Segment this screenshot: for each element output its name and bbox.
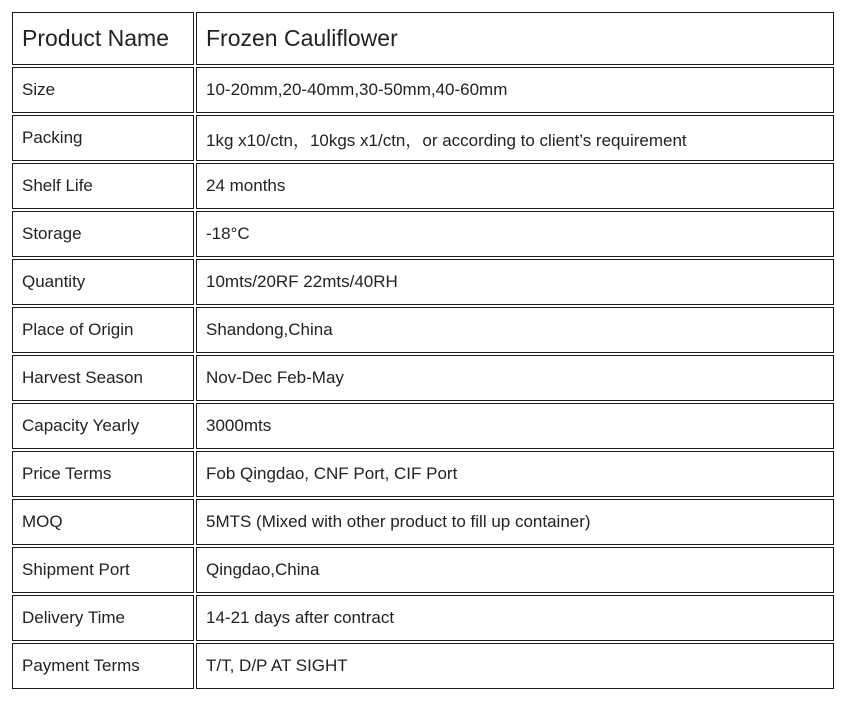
spec-label: MOQ xyxy=(12,499,194,545)
spec-row-place-of-origin xyxy=(12,307,834,353)
spec-value: Qingdao,China xyxy=(196,547,834,593)
spec-row-packing xyxy=(12,115,834,161)
spec-row-shipment-port xyxy=(12,547,834,593)
header-label-cell: Product Name xyxy=(12,12,194,65)
header-value-cell: Frozen Cauliflower xyxy=(196,12,834,65)
header-row xyxy=(12,12,834,65)
spec-value: Nov-Dec Feb-May xyxy=(196,355,834,401)
spec-value: 10mts/20RF 22mts/40RH xyxy=(196,259,834,305)
spec-value: 10-20mm,20-40mm,30-50mm,40-60mm xyxy=(196,67,834,113)
spec-label: Capacity Yearly xyxy=(12,403,194,449)
spec-row-delivery-time xyxy=(12,595,834,641)
spec-value: 24 months xyxy=(196,163,834,209)
spec-row-price-terms xyxy=(12,451,834,497)
spec-table-body xyxy=(12,12,834,689)
spec-value: T/T, D/P AT SIGHT xyxy=(196,643,834,689)
spec-label: Payment Terms xyxy=(12,643,194,689)
spec-row-quantity xyxy=(12,259,834,305)
spec-row-storage xyxy=(12,211,834,257)
spec-row-size xyxy=(12,67,834,113)
spec-row-shelf-life xyxy=(12,163,834,209)
spec-label: Harvest Season xyxy=(12,355,194,401)
spec-value: Shandong,China xyxy=(196,307,834,353)
spec-value: 1kg x10/ctn，10kgs x1/ctn，or according to client’s requirement xyxy=(196,115,834,161)
spec-label: Packing xyxy=(12,115,194,161)
spec-label: Size xyxy=(12,67,194,113)
product-spec-table xyxy=(10,10,836,691)
spec-row-moq xyxy=(12,499,834,545)
spec-label: Delivery Time xyxy=(12,595,194,641)
spec-value: 3000mts xyxy=(196,403,834,449)
spec-label: Place of Origin xyxy=(12,307,194,353)
spec-row-harvest-season xyxy=(12,355,834,401)
spec-row-payment-terms xyxy=(12,643,834,689)
spec-label: Price Terms xyxy=(12,451,194,497)
spec-value: -18°C xyxy=(196,211,834,257)
spec-value: 5MTS (Mixed with other product to fill up container) xyxy=(196,499,834,545)
spec-value: 14-21 days after contract xyxy=(196,595,834,641)
spec-row-capacity-yearly xyxy=(12,403,834,449)
spec-label: Shipment Port xyxy=(12,547,194,593)
spec-value: Fob Qingdao, CNF Port, CIF Port xyxy=(196,451,834,497)
spec-label: Shelf Life xyxy=(12,163,194,209)
spec-label: Quantity xyxy=(12,259,194,305)
spec-label: Storage xyxy=(12,211,194,257)
